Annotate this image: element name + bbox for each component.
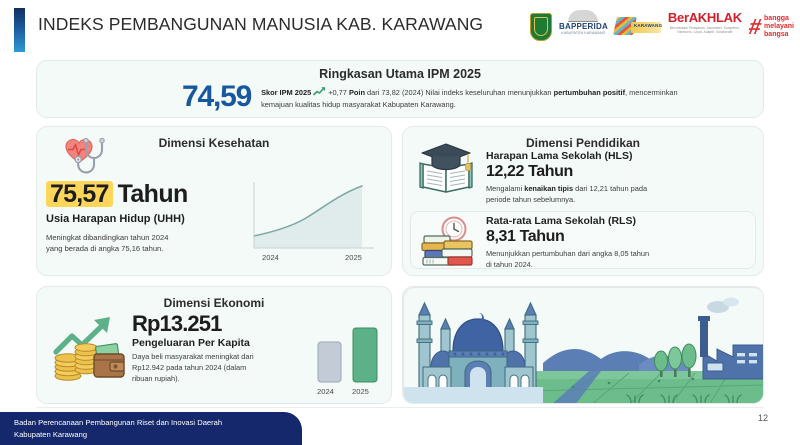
illustration-card [402,286,764,404]
berakhlak-word: BerAKHLAK [667,10,742,25]
karawang-batik-word: KARAWANG [633,23,663,28]
bapperida-dome-icon [568,10,598,22]
summary-description [261,83,691,110]
mosque-rice-field-factory-illustration [403,287,764,404]
hls-description [486,184,754,205]
hls-desc-3: periode tahun sebelumnya. [486,194,576,204]
ipm-delta-unit: Poin [348,88,365,97]
heart-stethoscope-icon [52,134,110,185]
footer-text [0,417,222,440]
rls-block [486,215,754,270]
hls-value: 12,22 Tahun [486,163,573,180]
berakhlak-sub1: Berorientasi Pelayanan, Akuntabel, Kompeten, [669,26,741,30]
hls-desc-2: dari 12,21 tahun pada [573,184,648,193]
summary-body-2: , mencerminkan kemajuan kualitas hidup masyarakat Kabupaten Karawang. [261,88,678,109]
rls-label: Rata-rata Lama Sekolah (RLS) [486,215,636,227]
books-clock-icon [418,214,476,271]
econ-chart-tick-2025: 2025 [352,387,369,396]
uhh-value-row [46,180,256,209]
hls-desc-bold: kenaikan tipis [524,184,574,193]
bangga-line-2: melayani [764,23,794,31]
bangga-melayani-bangsa-logo [746,10,794,44]
uhh-value: 75,57 [46,181,113,207]
summary-card [36,60,764,118]
bapperida-logo [559,10,608,44]
pengeluaran-per-kapita-chart [310,316,390,398]
hls-desc-1: Mengalami [486,184,525,193]
education-card-title: Dimensi Pendidikan [525,136,641,150]
bapperida-logo-sub: KABUPATEN KARAWANG [561,31,606,35]
uhh-description [46,232,256,255]
rls-desc-1: Menunjukkan pertumbuhan dari angka 8,05 tahun [486,249,650,258]
economy-card-title: Dimensi Ekonomi [163,296,265,310]
berakhlak-sub2: Harmonis, Loyal, Adaptif, Kolaboratif [677,30,733,34]
pengeluaran-label: Pengeluaran Per Kapita [132,337,250,350]
ipm-score-value: 74,59 [182,80,252,113]
coins-wallet-growth-icon [50,312,126,389]
econ-chart-tick-2024: 2024 [317,387,334,396]
bangga-line-1: bangga [764,15,789,23]
rls-description [486,249,754,270]
uhh-unit: Tahun [117,180,188,208]
trend-up-icon [313,86,326,100]
uhh-label: Usia Harapan Hidup (UHH) [46,213,185,225]
economy-card-body [132,312,304,385]
rls-value: 8,31 Tahun [486,228,565,245]
page-title: INDEKS PEMBANGUNAN MANUSIA KAB. KARAWANG [38,14,484,34]
ipm-score-label: Skor IPM 2025 [261,88,312,97]
berakhlak-logo [668,10,742,44]
uhh-chart-tick-2025: 2025 [345,253,362,262]
graduation-cap-book-icon [418,142,476,201]
ipm-baseline: dari 73,82 (2024) [367,88,424,97]
footer-line-2: Kabupaten Karawang [14,429,88,439]
footer-banner [0,412,302,445]
karawang-batik-logo [615,10,661,44]
econ-desc-line-1: Daya beli masyarakat meningkat dari [132,352,254,362]
bangga-line-3: bangsa [764,30,789,38]
pengeluaran-description [132,352,304,385]
ipm-delta-value: +0,77 [328,88,347,97]
bapperida-logo-word: BAPPERIDA [559,22,608,31]
uhh-description-line-2: yang berada di angka 75,16 tahun. [46,244,164,254]
karawang-crest-logo [530,10,552,44]
summary-body-bold: pertumbuhan positif [553,88,626,97]
summary-row [182,80,743,113]
bangga-hash-icon: # [746,14,764,39]
uhh-trend-chart [240,174,382,266]
hls-block [486,150,754,205]
health-card-body [46,180,256,255]
health-card-title: Dimensi Kesehatan [158,136,270,150]
econ-desc-line-2: Rp12.942 pada tahun 2024 (dalam [132,363,247,373]
hls-label: Harapan Lama Sekolah (HLS) [486,150,633,162]
footer-line-1: Badan Perencanaan Pembangunan Riset dan Inovasi Daerah [14,418,223,428]
slide-header [0,0,800,54]
summary-body-1: Nilai indeks keseluruhan menunjukkan [425,88,552,97]
pengeluaran-value: Rp13.251 [132,311,222,336]
summary-title: Ringkasan Utama IPM 2025 [319,67,481,81]
uhh-description-line-1: Meningkat dibandingkan tahun 2024 [46,233,169,242]
page-number: 12 [757,413,768,423]
logo-strip [530,9,794,45]
footer-divider [36,407,764,408]
econ-desc-line-3: ribuan rupiah). [132,374,180,383]
header-accent-bar [14,8,25,52]
rls-desc-2: di tahun 2024. [486,259,533,269]
uhh-chart-tick-2024: 2024 [262,253,279,262]
